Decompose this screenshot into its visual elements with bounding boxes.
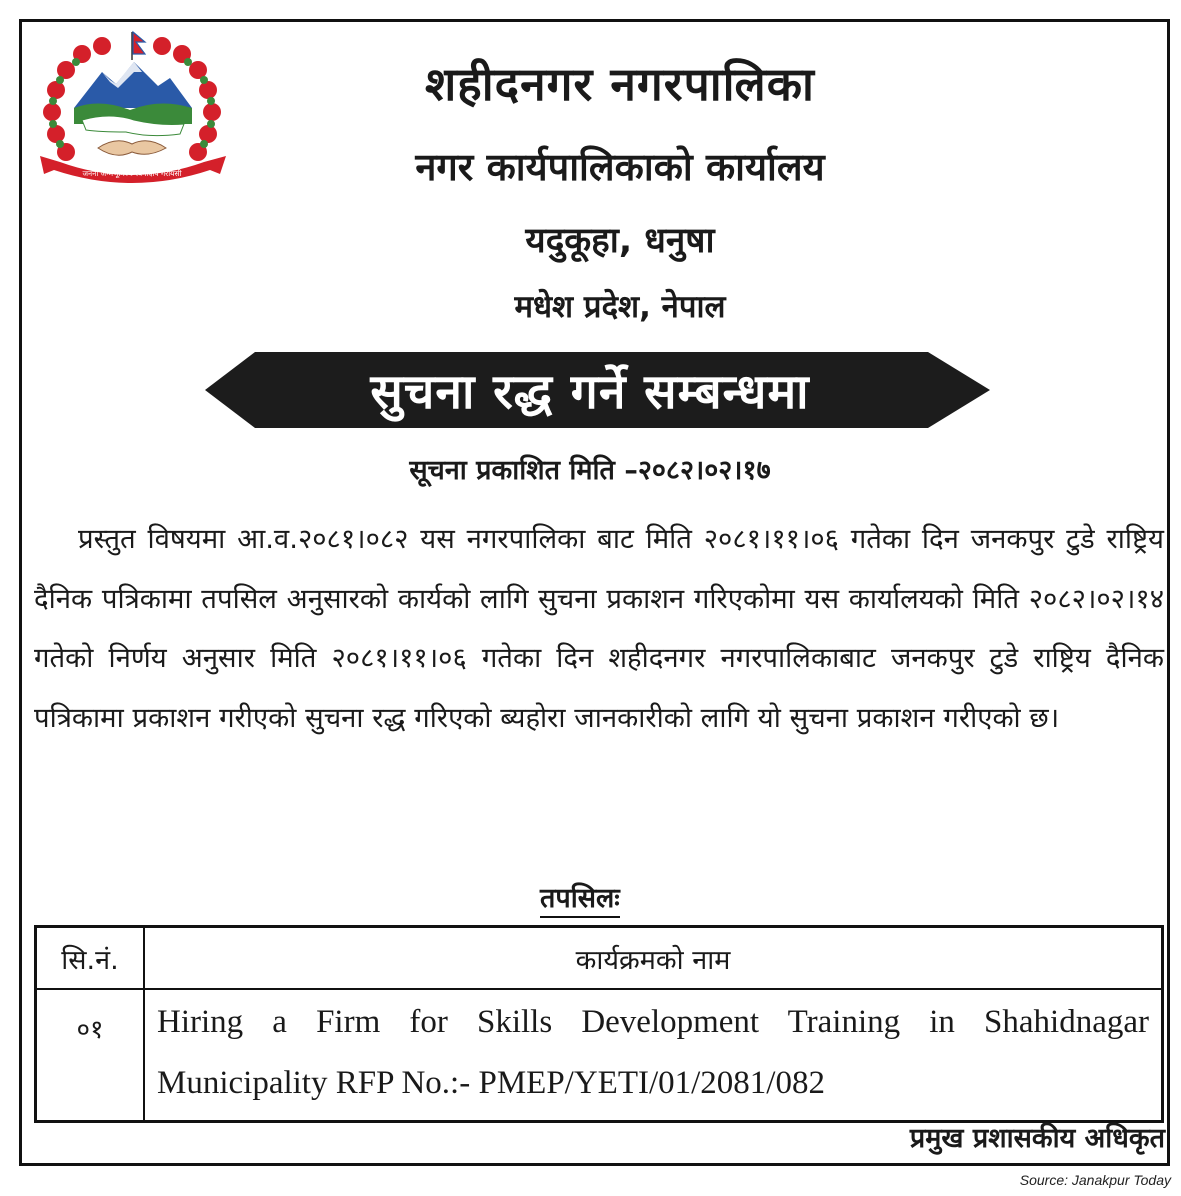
source-credit: Source: Janakpur Today: [1019, 1172, 1171, 1188]
table-header-row: [36, 927, 1163, 990]
signatory-title: प्रमुख प्रशासकीय अधिकृत: [909, 1123, 1165, 1154]
row-sn: ०१: [36, 989, 145, 1122]
publish-date: सूचना प्रकाशित मिति –२०८२।०२।१७: [409, 455, 771, 486]
notice-body: [34, 510, 1164, 748]
emblem-motto: जननी जन्मभूमिश्च स्वर्गादपि गरीयसी: [82, 169, 182, 178]
municipality-name: शहीदनगर नगरपालिका: [425, 57, 815, 111]
schedule-heading: तपसिलः: [540, 878, 620, 918]
schedule-table: [34, 925, 1164, 1123]
column-header-sn: सि.नं.: [36, 927, 145, 990]
office-name: नगर कार्यपालिकाको कार्यालय: [415, 145, 825, 189]
province-country: मधेश प्रदेश, नेपाल: [514, 289, 726, 325]
notice-body-text: प्रस्तुत विषयमा आ.व.२०८१।०८२ यस नगरपालिका बाट मिति २०८१।११।०६ गतेका दिन जनकपुर टुडे राष्ट्रिय दैनिक पत्रिकामा तपसिल अनुसारको कार्यको लागि सुचना प्रकाशन गरिएकोमा यस कार्यालयको मिति २०८२।०२।१४ गतेको निर्णय अनुसार मिति २०८१।११।०६ गतेका दिन शहीदनगर नगरपालिकाबाट जनकपुर टुडे राष्ट्रिय दैनिक पत्रिकामा प्रकाशन गरीएको सुचना रद्ध गरिएको ब्यहोरा जानकारीको लागि यो सुचना प्रकाशन गरीएको छ।: [34, 523, 1164, 734]
office-location: यदुकूहा, धनुषा: [525, 221, 715, 261]
column-header-program: कार्यक्रमको नाम: [144, 927, 1163, 990]
row-program-name: Hiring a Firm for Skills Development Training in Shahidnagar Municipality RFP No.:- PMEP/YETI/01/2081/082: [144, 989, 1163, 1122]
table-row: [36, 989, 1163, 1122]
notice-title: सुचना रद्ध गर्ने सम्बन्धमा: [370, 363, 810, 420]
